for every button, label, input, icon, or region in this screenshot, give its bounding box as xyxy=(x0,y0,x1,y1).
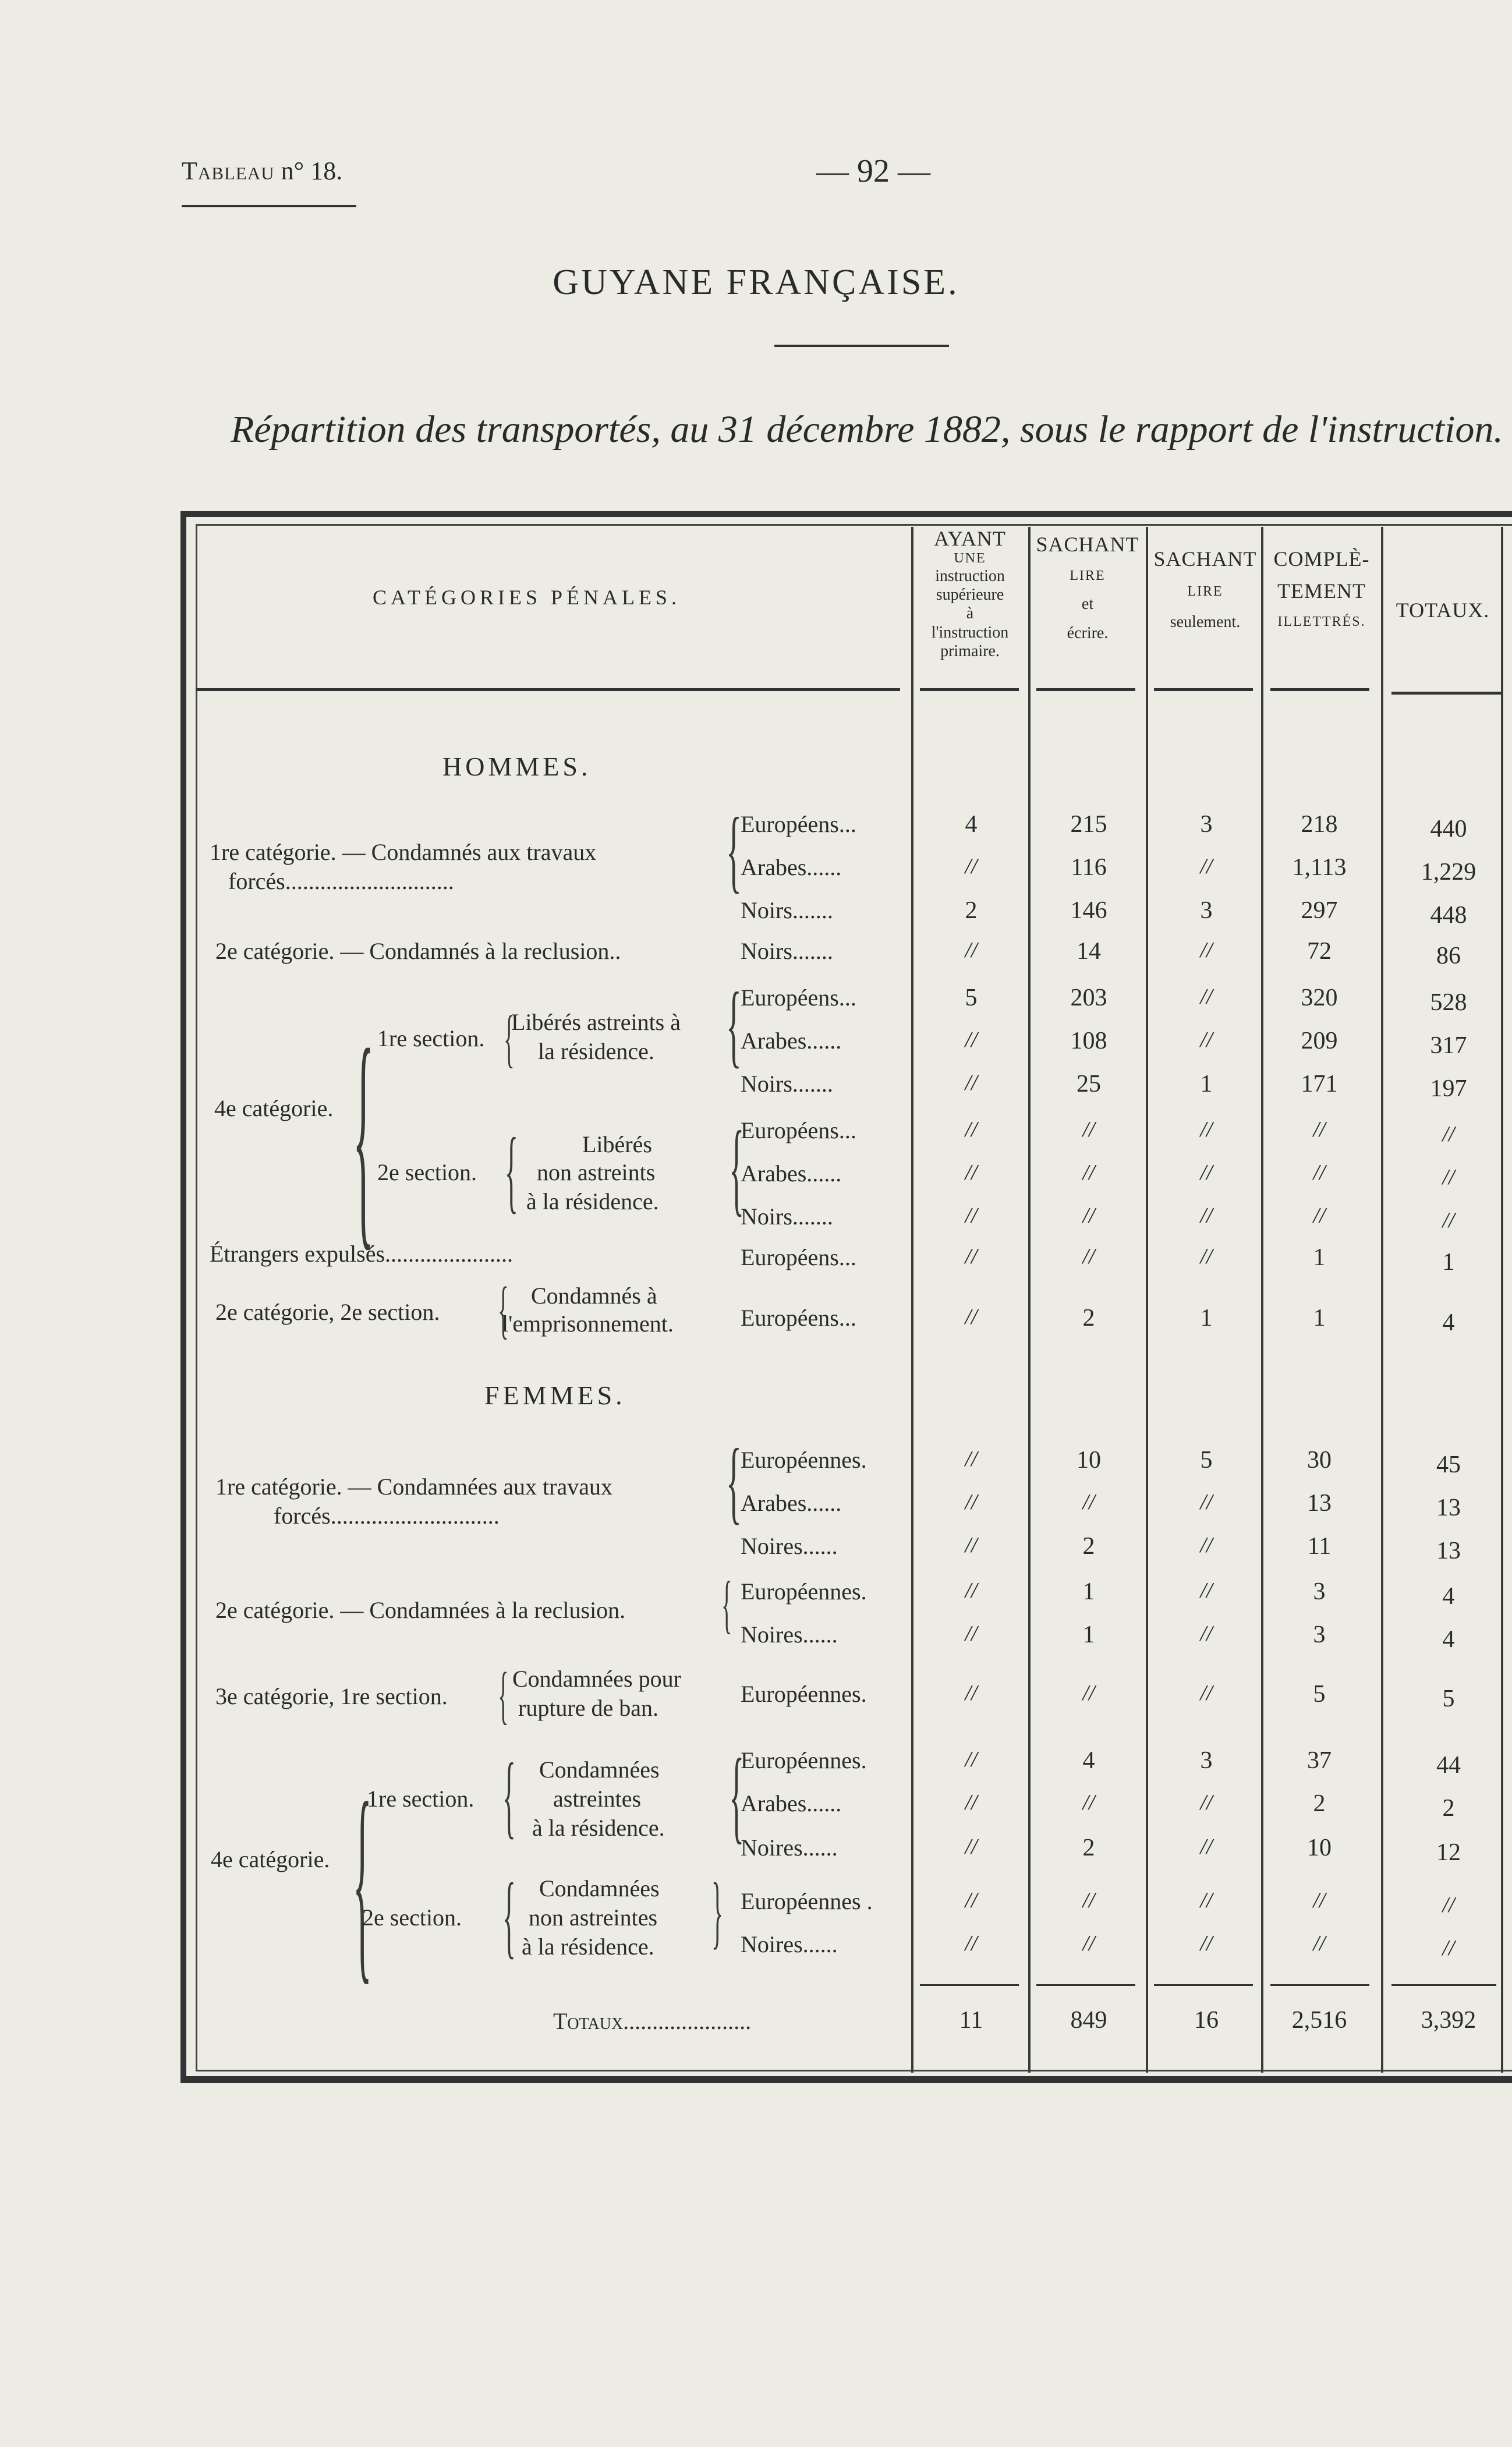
brace: { xyxy=(498,1659,509,1730)
title-rule xyxy=(774,345,949,347)
cell-value: // xyxy=(965,1117,978,1142)
cell-value: 44 xyxy=(1436,1752,1461,1779)
header-line: et xyxy=(1081,594,1094,613)
cell-value: // xyxy=(965,1533,978,1557)
cell-value: 215 xyxy=(1070,811,1107,838)
cell-value: // xyxy=(1200,1888,1213,1913)
row-label: Condamnées xyxy=(539,1757,660,1783)
cell-value: // xyxy=(1200,1681,1213,1705)
cell-value: // xyxy=(965,1931,978,1956)
cell-value: // xyxy=(965,1203,978,1228)
cell-value: // xyxy=(965,1747,978,1772)
cell-value: 1,229 xyxy=(1421,859,1476,886)
column-header-categories: CATÉGORIES PÉNALES. xyxy=(373,586,681,609)
cell-value: // xyxy=(1313,1931,1326,1956)
totals-label-text: Totaux...................... xyxy=(553,2008,752,2034)
row-label: 2e section. xyxy=(362,1904,462,1931)
header-line: LIRE xyxy=(1070,568,1106,584)
cell-value: 116 xyxy=(1071,854,1107,881)
cell-value: // xyxy=(1200,1835,1213,1859)
cell-value: // xyxy=(965,1160,978,1185)
cell-value: 5 xyxy=(965,985,978,1011)
brace: { xyxy=(729,1110,745,1226)
cell-value: // xyxy=(965,1071,978,1095)
row-label: Étrangers expulsés...................... xyxy=(210,1241,514,1267)
cell-value: 1 xyxy=(1442,1249,1455,1276)
header-rule xyxy=(1270,688,1369,691)
cell-value: 1 xyxy=(1313,1244,1326,1271)
totals-rule xyxy=(1154,1984,1253,1986)
brace: { xyxy=(504,1118,518,1222)
cell-value: 297 xyxy=(1301,897,1338,924)
cell-value: 5 xyxy=(1313,1681,1326,1708)
origin-label: Noirs....... xyxy=(741,897,833,923)
cell-value: // xyxy=(1082,1244,1095,1269)
cell-value: // xyxy=(965,938,978,962)
cell-value: 3 xyxy=(1313,1621,1326,1648)
cell-value: // xyxy=(965,1578,978,1603)
cell-value: // xyxy=(1200,1931,1213,1956)
header-line: l'instruction xyxy=(931,623,1009,642)
cell-value: 11 xyxy=(1307,1533,1332,1560)
origin-label: Noires...... xyxy=(741,1533,838,1559)
brace: } xyxy=(711,1867,724,1957)
row-label: forcés............................. xyxy=(274,1503,500,1529)
header-rule xyxy=(1154,688,1253,691)
brace: { xyxy=(725,1429,742,1533)
header-rule xyxy=(196,688,900,691)
total-value: 16 xyxy=(1194,2007,1219,2034)
cell-value: 14 xyxy=(1077,938,1101,965)
cell-value: 13 xyxy=(1436,1495,1461,1521)
header-line: primaire. xyxy=(940,642,1000,660)
total-value: 3,392 xyxy=(1421,2007,1476,2034)
cell-value: 209 xyxy=(1301,1028,1338,1054)
cell-value: // xyxy=(1442,1208,1455,1233)
cell-value: 1 xyxy=(1200,1305,1213,1331)
origin-label: Noires...... xyxy=(741,1621,838,1648)
origin-label: Noires...... xyxy=(741,1931,838,1957)
totals-rule xyxy=(920,1984,1019,1986)
brace: { xyxy=(353,1000,374,1270)
header-line: COMPLÈ- xyxy=(1273,547,1370,571)
cell-value: 197 xyxy=(1430,1075,1467,1102)
cell-value: 4 xyxy=(1442,1309,1455,1336)
origin-label: Européennes. xyxy=(741,1747,867,1773)
cell-value: 1 xyxy=(1313,1305,1326,1331)
row-label: astreintes xyxy=(553,1786,642,1812)
cell-value: 2 xyxy=(1082,1533,1095,1560)
cell-value: // xyxy=(1200,1117,1213,1142)
cell-value: // xyxy=(1200,854,1213,879)
header-line: seulement. xyxy=(1170,612,1241,631)
table-number-underline xyxy=(182,205,356,207)
totals-rule xyxy=(1036,1984,1135,1986)
origin-label: Arabes...... xyxy=(741,1028,842,1054)
cell-value: // xyxy=(1200,1490,1213,1514)
row-label: à la résidence. xyxy=(532,1815,665,1841)
total-value: 11 xyxy=(959,2007,983,2034)
cell-value: // xyxy=(965,1835,978,1859)
cell-value: // xyxy=(965,1244,978,1269)
row-label: Condamnées xyxy=(539,1875,660,1901)
cell-value: // xyxy=(965,1888,978,1913)
cell-value: 108 xyxy=(1070,1028,1107,1054)
column-header-illiterate xyxy=(1262,547,1381,630)
cell-value: 37 xyxy=(1307,1747,1332,1774)
row-label: Condamnées pour xyxy=(512,1666,681,1692)
row-label: 1re catégorie. — Condamnées aux travaux xyxy=(215,1474,612,1500)
origin-label: Noirs....... xyxy=(741,938,833,964)
cell-value: // xyxy=(1082,1117,1095,1142)
cell-value: 45 xyxy=(1436,1451,1461,1478)
brace: { xyxy=(353,1758,372,2003)
cell-value: // xyxy=(1082,1931,1095,1956)
origin-label: Noires...... xyxy=(741,1835,838,1861)
cell-value: 1 xyxy=(1082,1578,1095,1605)
row-label: 1re catégorie. — Condamnés aux travaux xyxy=(210,839,597,865)
cell-value: // xyxy=(1200,1790,1213,1815)
cell-value: // xyxy=(965,1790,978,1815)
row-label: non astreintes xyxy=(529,1904,658,1931)
cell-value: 4 xyxy=(1442,1626,1455,1653)
cell-value: // xyxy=(1082,1888,1095,1913)
cell-value: // xyxy=(1200,1028,1213,1052)
cell-value: // xyxy=(1442,1122,1455,1146)
cell-value: 3 xyxy=(1200,897,1213,924)
cell-value: // xyxy=(1200,938,1213,962)
cell-value: 2 xyxy=(1082,1305,1095,1331)
cell-value: // xyxy=(1082,1681,1095,1705)
cell-value: // xyxy=(965,1490,978,1514)
cell-value: // xyxy=(1313,1117,1326,1142)
brace: { xyxy=(725,973,742,1076)
cell-value: // xyxy=(965,1681,978,1705)
cell-value: 146 xyxy=(1070,897,1107,924)
cell-value: // xyxy=(1200,1160,1213,1185)
origin-label: Européennes. xyxy=(741,1681,867,1707)
row-label: rupture de ban. xyxy=(518,1695,659,1721)
cell-value: 13 xyxy=(1307,1490,1332,1517)
page-title: GUYANE FRANÇAISE. xyxy=(553,263,959,302)
cell-value: // xyxy=(1082,1490,1095,1514)
row-label: forcés............................. xyxy=(228,868,454,894)
cell-value: 4 xyxy=(965,811,978,838)
origin-label: Arabes...... xyxy=(741,1790,842,1816)
cell-value: // xyxy=(1442,1936,1455,1960)
cell-value: 10 xyxy=(1307,1835,1332,1861)
row-label: 4e catégorie. xyxy=(211,1846,330,1872)
totals-rule xyxy=(1270,1984,1369,1986)
row-label: 1re section. xyxy=(377,1025,485,1051)
row-label: l'emprisonnement. xyxy=(502,1311,674,1337)
total-value: 849 xyxy=(1070,2007,1107,2034)
cell-value: 10 xyxy=(1077,1447,1101,1474)
cell-value: 2 xyxy=(1082,1835,1095,1861)
cell-value: 5 xyxy=(1442,1685,1455,1712)
cell-value: 2 xyxy=(965,897,978,924)
row-label: à la résidence. xyxy=(526,1188,659,1214)
row-label: 2e catégorie. — Condamnées à la reclusion. xyxy=(215,1597,626,1623)
header-rule xyxy=(1391,692,1502,695)
cell-value: 218 xyxy=(1301,811,1338,838)
header-line: écrire. xyxy=(1067,624,1109,643)
header-rule xyxy=(1036,688,1135,691)
row-label: 2e section. xyxy=(377,1159,477,1185)
header-line: SACHANT xyxy=(1153,547,1257,571)
cell-value: // xyxy=(965,1621,978,1646)
cell-value: // xyxy=(1313,1160,1326,1185)
cell-value: 171 xyxy=(1301,1071,1338,1097)
column-header-read-only xyxy=(1147,547,1263,632)
origin-label: Européens... xyxy=(741,985,856,1011)
header-line: TEMENT xyxy=(1277,579,1366,603)
page-number: — 92 — xyxy=(816,153,930,189)
table-number xyxy=(182,156,342,186)
origin-label: Noirs....... xyxy=(741,1203,833,1230)
cell-value: 448 xyxy=(1430,902,1467,929)
cell-value: // xyxy=(1200,985,1213,1009)
brace: { xyxy=(498,1274,509,1345)
origin-label: Noirs....... xyxy=(741,1071,833,1097)
row-label: 2e catégorie, 2e section. xyxy=(215,1299,440,1325)
origin-label: Européennes. xyxy=(741,1578,867,1605)
cell-value: 1 xyxy=(1200,1071,1213,1097)
origin-label: Arabes...... xyxy=(741,1160,842,1187)
table-label-number: n° 18. xyxy=(281,157,343,185)
column-header-totals xyxy=(1383,599,1502,622)
brace: { xyxy=(504,1003,515,1074)
cell-value: 317 xyxy=(1430,1032,1467,1059)
cell-value: 2 xyxy=(1313,1790,1326,1817)
brace: { xyxy=(721,1568,732,1639)
brace: { xyxy=(729,1737,745,1853)
cell-value: // xyxy=(1200,1244,1213,1269)
origin-label: Européens... xyxy=(741,811,856,837)
header-rule xyxy=(920,688,1019,691)
row-label: 2e catégorie. — Condamnés à la reclusion.. xyxy=(215,938,621,964)
cell-value: 1,113 xyxy=(1292,854,1347,881)
cell-value: // xyxy=(965,1305,978,1329)
cell-value: 72 xyxy=(1307,938,1332,965)
origin-label: Européens... xyxy=(741,1305,856,1331)
cell-value: 2 xyxy=(1442,1795,1455,1822)
row-label: Libérés astreints à xyxy=(511,1009,681,1035)
cell-value: // xyxy=(1200,1203,1213,1228)
header-line: à xyxy=(966,604,974,623)
row-label: non astreints xyxy=(537,1159,656,1185)
cell-value: 25 xyxy=(1077,1071,1101,1097)
cell-value: // xyxy=(1200,1578,1213,1603)
column-header-read-write xyxy=(1029,533,1146,643)
row-label: Condamnés à xyxy=(531,1283,657,1309)
section-title-women: FEMMES. xyxy=(484,1380,626,1410)
header-line: AYANT xyxy=(934,527,1006,550)
row-label: Libérés xyxy=(582,1131,652,1157)
section-title-men: HOMMES. xyxy=(442,752,592,781)
cell-value: // xyxy=(1442,1893,1455,1917)
cell-value: 203 xyxy=(1070,985,1107,1011)
brace: { xyxy=(725,798,742,902)
table-label-word: Tableau xyxy=(182,157,275,185)
total-value: 2,516 xyxy=(1291,2007,1347,2034)
header-line: UNE xyxy=(954,551,986,566)
cell-value: 3 xyxy=(1313,1578,1326,1605)
brace: { xyxy=(502,1864,516,1967)
header-line: supérieure xyxy=(936,586,1004,604)
header-line: LIRE xyxy=(1187,584,1223,600)
header-line: instruction xyxy=(935,566,1005,585)
cell-value: // xyxy=(1082,1203,1095,1228)
cell-value: 3 xyxy=(1200,1747,1213,1774)
cell-value: // xyxy=(1442,1165,1455,1189)
header-line: ILLETTRÉS. xyxy=(1277,614,1366,629)
cell-value: // xyxy=(1313,1888,1326,1913)
cell-value: // xyxy=(965,854,978,879)
cell-value: 1 xyxy=(1082,1621,1095,1648)
brace: { xyxy=(502,1744,516,1847)
cell-value: 320 xyxy=(1301,985,1338,1011)
cell-value: 30 xyxy=(1307,1447,1332,1474)
row-label: la résidence. xyxy=(538,1038,654,1064)
totals-rule xyxy=(1391,1984,1496,1986)
cell-value: // xyxy=(1082,1790,1095,1815)
cell-value: // xyxy=(965,1028,978,1052)
cell-value: 13 xyxy=(1436,1538,1461,1564)
row-label: à la résidence. xyxy=(522,1933,654,1960)
cell-value: 3 xyxy=(1200,811,1213,838)
page-subtitle: Répartition des transportés, au 31 décembre 1882, sous le rapport de l'instruction. xyxy=(231,408,1503,451)
header-line: SACHANT xyxy=(1036,533,1139,556)
cell-value: // xyxy=(1313,1203,1326,1228)
cell-value: 440 xyxy=(1430,816,1467,842)
row-label: 3e catégorie, 1re section. xyxy=(215,1683,448,1709)
cell-value: 86 xyxy=(1436,943,1461,969)
totals-label xyxy=(553,2007,751,2035)
cell-value: // xyxy=(1082,1160,1095,1185)
cell-value: 4 xyxy=(1082,1747,1095,1774)
cell-value: 5 xyxy=(1200,1447,1213,1474)
origin-label: Européennes. xyxy=(741,1447,867,1473)
column-header-higher-education xyxy=(912,527,1028,661)
origin-label: Européens... xyxy=(741,1244,856,1270)
origin-label: Arabes...... xyxy=(741,1490,842,1516)
row-label: 4e catégorie. xyxy=(214,1095,334,1121)
cell-value: 12 xyxy=(1436,1839,1461,1866)
row-label: 1re section. xyxy=(367,1786,475,1812)
origin-label: Européennes . xyxy=(741,1888,873,1914)
cell-value: // xyxy=(1200,1621,1213,1646)
origin-label: Européens... xyxy=(741,1117,856,1143)
cell-value: 4 xyxy=(1442,1583,1455,1610)
cell-value: 528 xyxy=(1430,989,1467,1016)
cell-value: // xyxy=(1200,1533,1213,1557)
origin-label: Arabes...... xyxy=(741,854,842,880)
column-divider xyxy=(1381,527,1383,2073)
header-line: TOTAUX. xyxy=(1396,599,1490,622)
cell-value: // xyxy=(965,1447,978,1471)
